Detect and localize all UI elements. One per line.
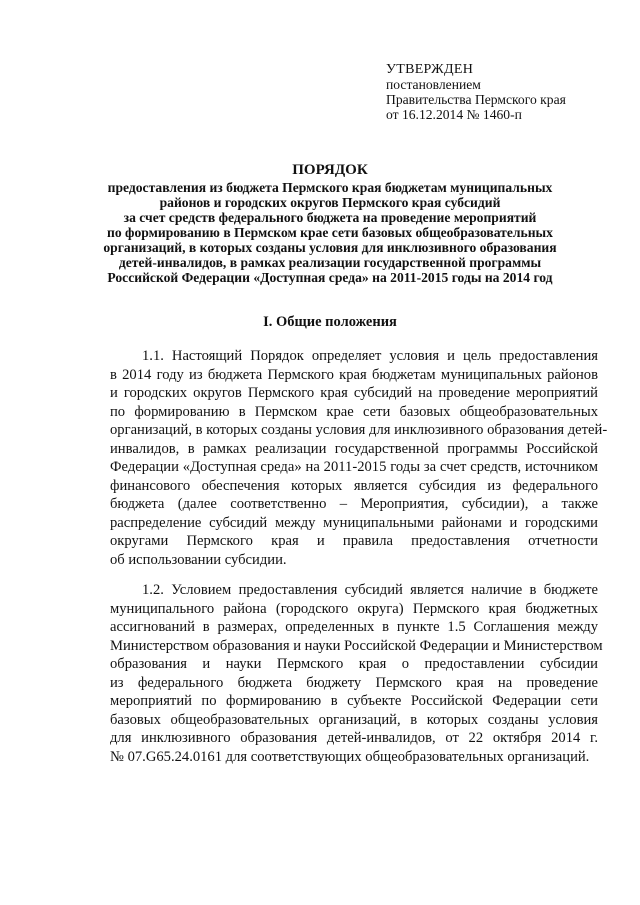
paragraph-1-1 xyxy=(110,347,608,569)
paragraph-line: финансового обеспечения которых является субсидия из федерального xyxy=(110,477,598,494)
title-line: детей-инвалидов, в рамках реализации государственной программы xyxy=(118,255,542,270)
approval-stamp xyxy=(386,62,626,122)
paragraph-line: Федерации «Доступная среда» на 2011-2015 годы за счет средств, источником xyxy=(110,459,598,475)
paragraph-line: организаций, в которых созданы условия для инклюзивного образования детей- xyxy=(110,422,608,438)
document-title: ПОРЯДОК xyxy=(292,162,368,178)
paragraph-line: из федерального бюджета бюджету Пермского края на проведение xyxy=(110,674,598,691)
title-line: предоставления из бюджета Пермского края бюджетам муниципальных xyxy=(107,180,553,195)
paragraph-line: бюджета (далее соответственно – Мероприятия, субсидии), а также xyxy=(110,496,598,512)
paragraph-line: для инклюзивного образования детей-инвалидов, от 22 октября 2014 г. xyxy=(110,730,598,746)
title-line: Российской Федерации «Доступная среда» на 2011-2015 годы на 2014 год xyxy=(107,270,553,285)
section-heading: I. Общие положения xyxy=(263,314,397,330)
paragraph-line: мероприятий по формированию в субъекте Российской Федерации сети xyxy=(110,693,598,709)
paragraph-line: 1.1. Настоящий Порядок определяет условия и цель предоставления xyxy=(142,348,598,364)
approval-line: Правительства Пермского края xyxy=(386,92,566,107)
paragraph-line: инвалидов, в рамках реализации государственной программы Российской xyxy=(110,440,598,457)
approval-line: постановлением xyxy=(386,77,481,92)
approval-date-number: от 16.12.2014 № 1460-п xyxy=(386,107,522,122)
approval-heading: УТВЕРЖДЕН xyxy=(386,62,474,77)
title-line: районов и городских округов Пермского края субсидий xyxy=(159,195,501,210)
paragraph-line: образования и науки Пермского края о предоставлении субсидии xyxy=(110,656,598,672)
paragraph-line: базовых общеобразовательных организаций, в которых созданы условия xyxy=(110,711,598,728)
paragraph-line: ассигнований в размерах, определенных в пункте 1.5 Соглашения между xyxy=(110,619,598,635)
document-title-block xyxy=(60,163,600,285)
paragraph-line: Министерством образования и науки Российской Федерации и Министерством xyxy=(110,637,603,654)
paragraph-line: об использовании субсидии. xyxy=(110,551,287,568)
paragraph-line: 1.2. Условием предоставления субсидий является наличие в бюджете xyxy=(142,582,598,598)
paragraph-line: по формированию в Пермском крае сети базовых общеобразовательных xyxy=(110,403,598,420)
paragraph-line: № 07.G65.24.0161 для соответствующих общеобразовательных организаций. xyxy=(110,748,590,765)
paragraph-1-2 xyxy=(110,581,603,766)
paragraph-line: округами Пермского края и правила предоставления отчетности xyxy=(110,533,598,549)
title-line: по формированию в Пермском крае сети базовых общеобразовательных xyxy=(107,225,553,240)
title-line: за счет средств федерального бюджета на проведение мероприятий xyxy=(123,210,537,225)
paragraph-line: муниципального района (городского округа) Пермского края бюджетных xyxy=(110,600,598,617)
paragraph-line: распределение субсидий между муниципальными районами и городскими xyxy=(110,514,598,531)
title-line: организаций, в которых созданы условия для инклюзивного образования xyxy=(103,240,557,255)
paragraph-line: в 2014 году из бюджета Пермского края бюджетам муниципальных районов xyxy=(110,366,598,383)
paragraph-line: и городских округов Пермского края субсидий на проведение мероприятий xyxy=(110,385,598,401)
